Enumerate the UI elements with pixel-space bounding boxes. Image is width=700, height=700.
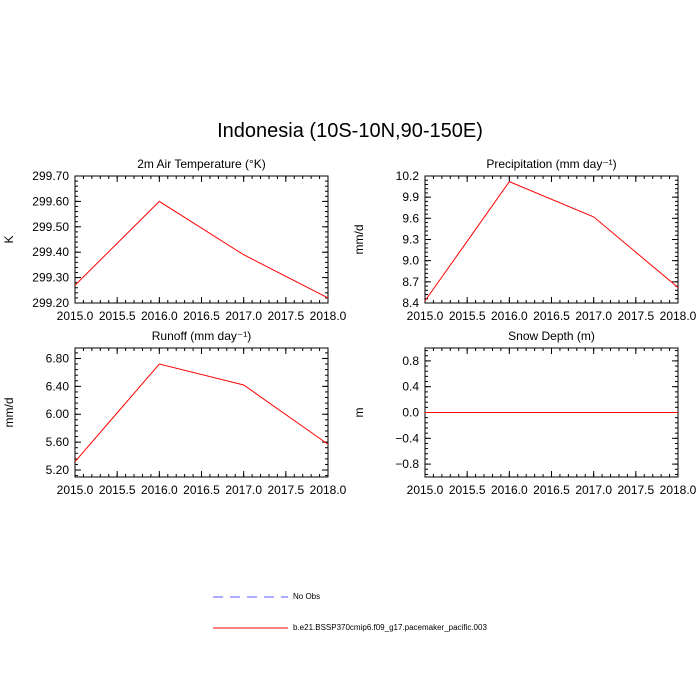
- precipitation-y-tick-label: 9.0: [402, 253, 419, 268]
- precipitation-x-tick-label: 2016.5: [533, 309, 570, 323]
- precipitation-y-tick-label: 8.4: [402, 296, 419, 310]
- runoff-x-tick-label: 2016.5: [183, 483, 220, 497]
- runoff-x-tick-label: 2018.0: [309, 483, 347, 497]
- runoff-y-tick-label: 6.80: [45, 351, 69, 366]
- precipitation-y-tick-label: 9.6: [402, 211, 419, 226]
- runoff-x-tick-label: 2017.0: [225, 483, 263, 497]
- snow-depth-x-tick-label: 2016.0: [490, 483, 528, 497]
- snow-depth-x-tick-label: 2015.0: [406, 483, 444, 497]
- runoff-y-tick-label: 6.40: [45, 379, 69, 394]
- precipitation-x-tick-label: 2015.5: [448, 309, 486, 323]
- runoff-frame: [75, 348, 328, 477]
- panel-snow-depth: [352, 329, 697, 497]
- air-temperature-series-line: [75, 201, 328, 298]
- legend: [213, 597, 288, 628]
- air-temperature-y-tick-label: 299.30: [32, 270, 69, 285]
- runoff-y-tick-label: 5.60: [45, 435, 69, 450]
- precipitation-y-tick-label: 8.7: [402, 274, 419, 289]
- snow-depth-y-tick-label: 0.0: [402, 405, 419, 420]
- precipitation-x-tick-label: 2015.0: [406, 309, 444, 323]
- runoff-x-tick-label: 2015.0: [56, 483, 94, 497]
- panel-precipitation: [352, 157, 697, 323]
- air-temperature-y-tick-label: 299.20: [32, 296, 69, 310]
- air-temperature-x-tick-label: 2015.0: [56, 309, 94, 323]
- snow-depth-y-tick-label: 0.8: [402, 353, 419, 368]
- air-temperature-x-tick-label: 2015.5: [98, 309, 136, 323]
- air-temperature-y-tick-label: 299.40: [32, 245, 69, 260]
- snow-depth-x-tick-label: 2017.5: [617, 483, 655, 497]
- air-temperature-y-tick-label: 299.60: [32, 194, 69, 209]
- precipitation-ylabel: mm/d: [352, 224, 366, 255]
- runoff-x-tick-label: 2015.5: [98, 483, 136, 497]
- air-temperature-x-tick-label: 2017.0: [225, 309, 263, 323]
- precipitation-frame: [425, 176, 678, 303]
- precipitation-x-tick-label: 2017.0: [575, 309, 613, 323]
- snow-depth-y-tick-label: 0.4: [402, 379, 419, 394]
- snow-depth-x-tick-label: 2016.5: [533, 483, 570, 497]
- air-temperature-x-tick-label: 2016.0: [140, 309, 178, 323]
- runoff-y-tick-label: 5.20: [45, 463, 69, 478]
- panel-air-temperature: [2, 157, 347, 323]
- air-temperature-x-tick-label: 2018.0: [309, 309, 347, 323]
- air-temperature-ylabel: K: [2, 235, 16, 244]
- snow-depth-y-tick-label: −0.4: [395, 431, 419, 446]
- precipitation-title: Precipitation (mm day⁻¹): [486, 157, 617, 171]
- air-temperature-y-tick-label: 299.50: [32, 219, 69, 234]
- precipitation-y-tick-label: 9.9: [402, 190, 419, 205]
- air-temperature-title: 2m Air Temperature (°K): [137, 157, 266, 171]
- runoff-y-tick-label: 6.00: [45, 407, 69, 422]
- air-temperature-y-tick-label: 299.70: [32, 169, 69, 183]
- snow-depth-x-tick-label: 2017.0: [575, 483, 613, 497]
- runoff-title: Runoff (mm day⁻¹): [151, 329, 252, 343]
- precipitation-y-tick-label: 10.2: [395, 169, 419, 183]
- legend-label-model-run: b.e21.BSSP370cmip6.f09_g17.pacemaker_pacific.003: [293, 623, 487, 632]
- precipitation-x-tick-label: 2016.0: [490, 309, 528, 323]
- snow-depth-x-tick-label: 2018.0: [659, 483, 697, 497]
- air-temperature-x-tick-label: 2017.5: [267, 309, 305, 323]
- precipitation-x-tick-label: 2017.5: [617, 309, 655, 323]
- runoff-x-tick-label: 2016.0: [140, 483, 178, 497]
- runoff-ylabel: mm/d: [2, 397, 16, 428]
- air-temperature-x-tick-label: 2016.5: [183, 309, 220, 323]
- runoff-series-line: [75, 364, 328, 462]
- precipitation-x-tick-label: 2018.0: [659, 309, 697, 323]
- figure-title: Indonesia (10S-10N,90-150E): [217, 120, 483, 142]
- air-temperature-frame: [75, 176, 328, 303]
- runoff-x-tick-label: 2017.5: [267, 483, 305, 497]
- snow-depth-x-tick-label: 2015.5: [448, 483, 486, 497]
- snow-depth-ylabel: m: [352, 407, 366, 418]
- precipitation-series-line: [425, 182, 678, 301]
- precipitation-y-tick-label: 9.3: [402, 232, 419, 247]
- snow-depth-y-tick-label: −0.8: [395, 457, 419, 472]
- panel-runoff: [2, 329, 347, 497]
- snow-depth-title: Snow Depth (m): [508, 329, 595, 343]
- legend-label-no-obs: No Obs: [293, 592, 321, 601]
